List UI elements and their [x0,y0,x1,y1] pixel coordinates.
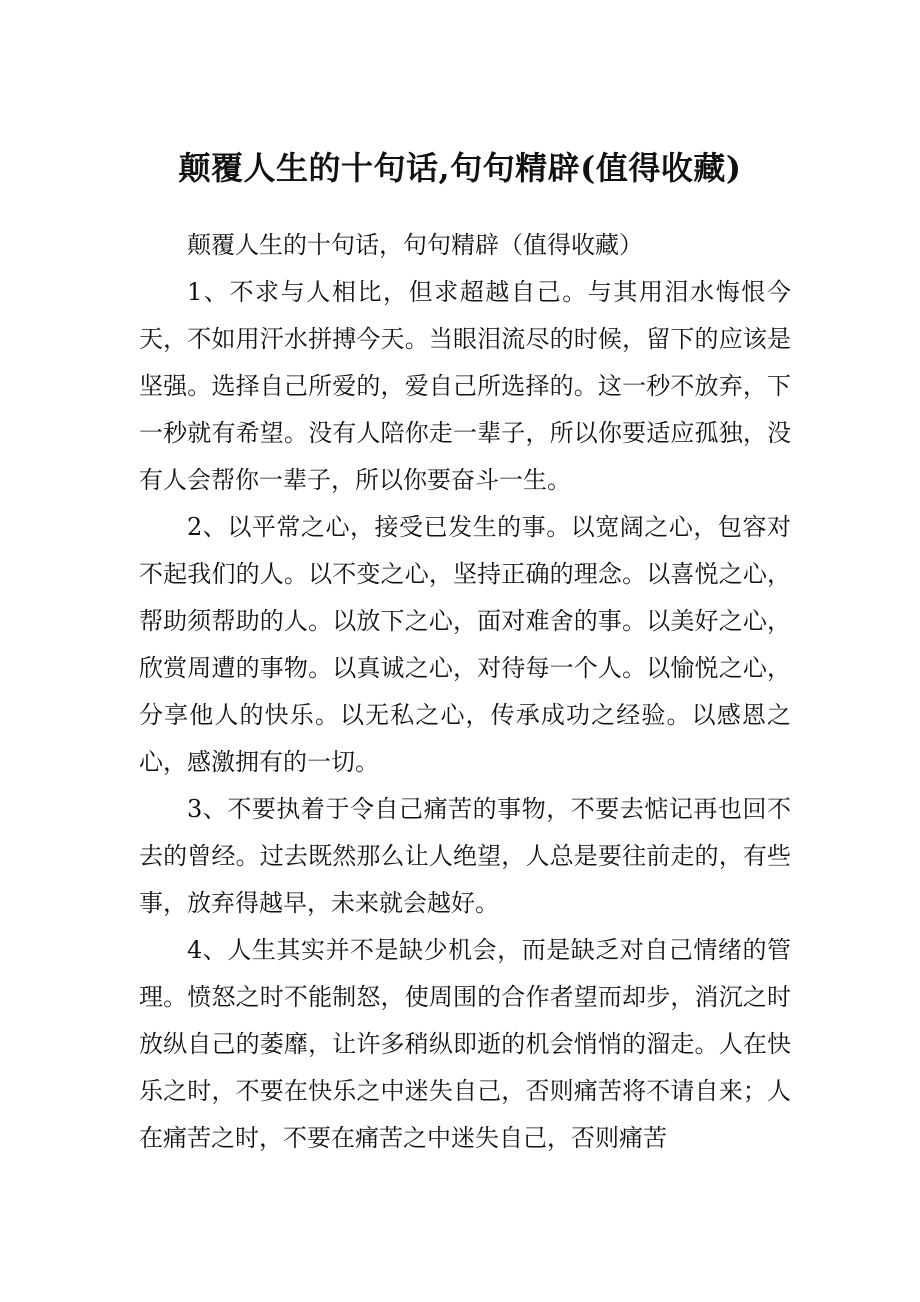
paragraph-subtitle: 颠覆人生的十句话，句句精辟（值得收藏） [187,231,643,259]
paragraph-2: 2、以平常之心，接受已发生的事。以宽阔之心，包容对不起我们的人。以不变之心，坚持正确的理念。以喜悦之心，帮助须帮助的人。以放下之心，面对难舍的事。以美好之心，欣赏周遭的事物。以真诚之心，对待每一个人。以愉悦之心，分享他人的快乐。以无私之心，传承成功之经验。以感恩之心，感激拥有的一切。 [139,513,791,776]
document-title: 颠覆人生的十句话,句句精辟(值得收藏) [178,149,742,187]
paragraph-3: 3、不要执着于令自己痛苦的事物，不要去惦记再也回不去的曾经。过去既然那么让人绝望，人总是要往前走的，有些事，放弃得越早，未来就会越好。 [139,795,791,917]
paragraph-1: 1、不求与人相比，但求超越自己。与其用泪水悔恨今天，不如用汗水拼搏今天。当眼泪流尽的时候，留下的应该是坚强。选择自己所爱的，爱自己所选择的。这一秒不放弃，下一秒就有希望。没有人陪你走一辈子，所以你要适应孤独，没有人会帮你一辈子，所以你要奋斗一生。 [139,278,791,494]
document-body [139,222,791,1162]
paragraph-4: 4、人生其实并不是缺少机会，而是缺乏对自己情绪的管理。愤怒之时不能制怒，使周围的合作者望而却步，消沉之时放纵自己的萎靡，让许多稍纵即逝的机会悄悄的溜走。人在快乐之时，不要在快乐之中迷失自己，否则痛苦将不请自来；人在痛苦之时，不要在痛苦之中迷失自己，否则痛苦 [139,936,791,1152]
